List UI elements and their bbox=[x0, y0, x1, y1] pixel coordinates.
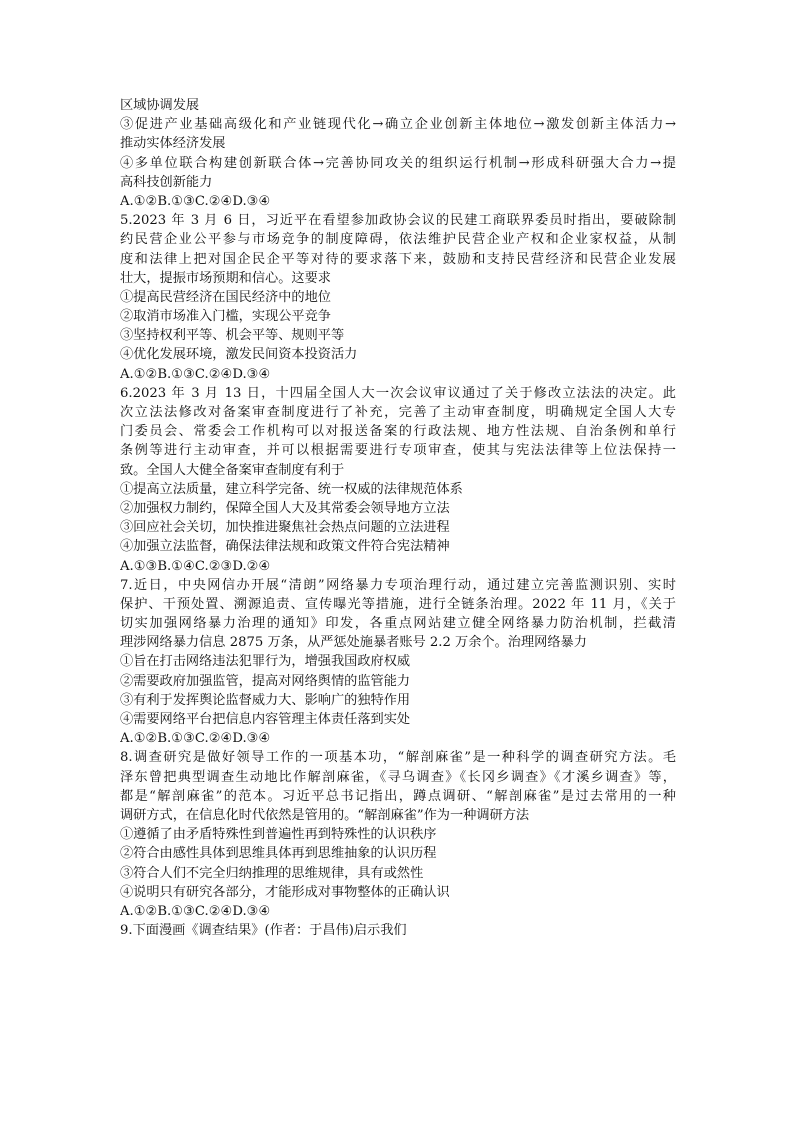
text-line: 6.2023 年 3 月 13 日，十四届全国人大一次会议审议通过了关于修改立法法的决定。此 bbox=[120, 385, 676, 401]
text-line: ②加强权力制约，保障全国人大及其常委会领导地方立法 bbox=[120, 500, 450, 516]
text-line: ③符合人们不完全归纳推理的思维规律，具有或然性 bbox=[120, 865, 424, 881]
text-line: 9.下面漫画《调查结果》(作者：于昌伟)启示我们 bbox=[120, 923, 407, 939]
text-line: A.①②B.①③C.②④D.③④ bbox=[120, 731, 271, 747]
text-line: ③坚持权利平等、机会平等、规则平等 bbox=[120, 328, 345, 344]
text-line: ①旨在打击网络违法犯罪行为，增强我国政府权威 bbox=[120, 654, 411, 670]
text-line: 理涉网络暴力信息 2875 万条，从严惩处施暴者账号 2.2 万余个。治理网络暴力 bbox=[120, 635, 587, 651]
text-line: ③促进产业基础高级化和产业链现代化→确立企业创新主体地位→激发创新主体活力→ bbox=[120, 117, 676, 133]
text-line: ④需要网络平台把信息内容管理主体责任落到实处 bbox=[120, 712, 411, 727]
text-line: ④优化发展环境，激发民间资本投资活力 bbox=[120, 347, 358, 363]
text-line: A.①②B.①③C.②④D.③④ bbox=[120, 193, 271, 209]
text-line: 泽东曾把典型调查生动地比作解剖麻雀，《寻乌调查》《长冈乡调查》《才溪乡调查》等， bbox=[120, 769, 676, 785]
text-line: 8.调查研究是做好领导工作的一项基本功，“解剖麻雀”是一种科学的调查研究方法。毛 bbox=[120, 750, 676, 766]
text-line: 约民营企业公平参与市场竞争的制度障碍，依法维护民营企业产权和企业家权益，从制 bbox=[120, 232, 676, 248]
text-line: 条例等进行主动审查，并可以根据需要进行专项审查，使其与宪法法律等上位法保持一 bbox=[120, 443, 676, 459]
text-line: A.①③B.①④C.②③D.②④ bbox=[120, 558, 271, 574]
document-body bbox=[120, 96, 676, 940]
text-line: A.①②B.①③C.②④D.③④ bbox=[120, 366, 271, 382]
text-line: ④加强立法监督，确保法律法规和政策文件符合宪法精神 bbox=[120, 539, 450, 555]
text-line: 调研方式，在信息化时代依然是管用的。“解剖麻雀”作为一种调研方法 bbox=[120, 807, 530, 823]
text-line: 壮大，提振市场预期和信心。这要求 bbox=[120, 270, 331, 286]
text-line: ①遵循了由矛盾特殊性到普遍性再到特殊性的认识秩序 bbox=[120, 827, 437, 843]
text-line: ③回应社会关切，加快推进聚焦社会热点问题的立法进程 bbox=[120, 520, 450, 536]
text-line: 切实加强网络暴力治理的通知》印发，各重点网站建立健全网络暴力防治机制，拦截清 bbox=[120, 616, 676, 632]
text-line: ②取消市场准入门槛，实现公平竞争 bbox=[120, 309, 331, 325]
text-line: 7.近日，中央网信办开展“清朗”网络暴力专项治理行动，通过建立完善监测识别、实时 bbox=[120, 577, 676, 593]
text-line: ②符合由感性具体到思维具体再到思维抽象的认识历程 bbox=[120, 846, 437, 862]
text-line: ④说明只有研究各部分，才能形成对事物整体的正确认识 bbox=[120, 884, 450, 900]
text-line: 5.2023 年 3 月 6 日，习近平在看望参加政协会议的民建工商联界委员时指出，要破除制 bbox=[120, 213, 676, 229]
text-line: ①提高立法质量，建立科学完备、统一权威的法律规范体系 bbox=[120, 481, 463, 497]
text-line: 保护、干预处置、溯源追责、宣传曝光等措施，进行全链条治理。2022 年 11 月，《关于 bbox=[120, 596, 676, 612]
text-line: ①提高民营经济在国民经济中的地位 bbox=[120, 289, 331, 305]
text-line: 致。全国人大健全备案审查制度有利于 bbox=[120, 462, 345, 478]
text-line: 都是“解剖麻雀”的范本。习近平总书记指出，蹲点调研、“解剖麻雀”是过去常用的一种 bbox=[120, 788, 676, 804]
text-line: A.①②B.①③C.②④D.③④ bbox=[120, 903, 271, 919]
text-line: ④多单位联合构建创新联合体→完善协同攻关的组织运行机制→形成科研强大合力→提 bbox=[120, 155, 676, 171]
text-line: 度和法律上把对国企民企平等对待的要求落下来，鼓励和支持民营经济和民营企业发展 bbox=[120, 251, 676, 267]
text-line: 区域协调发展 bbox=[120, 98, 200, 113]
text-line: ②需要政府加强监管，提高对网络舆情的监管能力 bbox=[120, 673, 411, 689]
text-line: 高科技创新能力 bbox=[120, 174, 213, 190]
text-line: 门委员会、常委会工作机构可以对报送备案的行政法规、地方性法规、自治条例和单行 bbox=[120, 424, 676, 440]
text-line: 次立法法修改对备案审查制度进行了补充，完善了主动审查制度，明确规定全国人大专 bbox=[120, 405, 676, 420]
text-line: ③有利于发挥舆论监督威力大、影响广的独特作用 bbox=[120, 692, 411, 708]
text-line: 推动实体经济发展 bbox=[120, 136, 226, 152]
